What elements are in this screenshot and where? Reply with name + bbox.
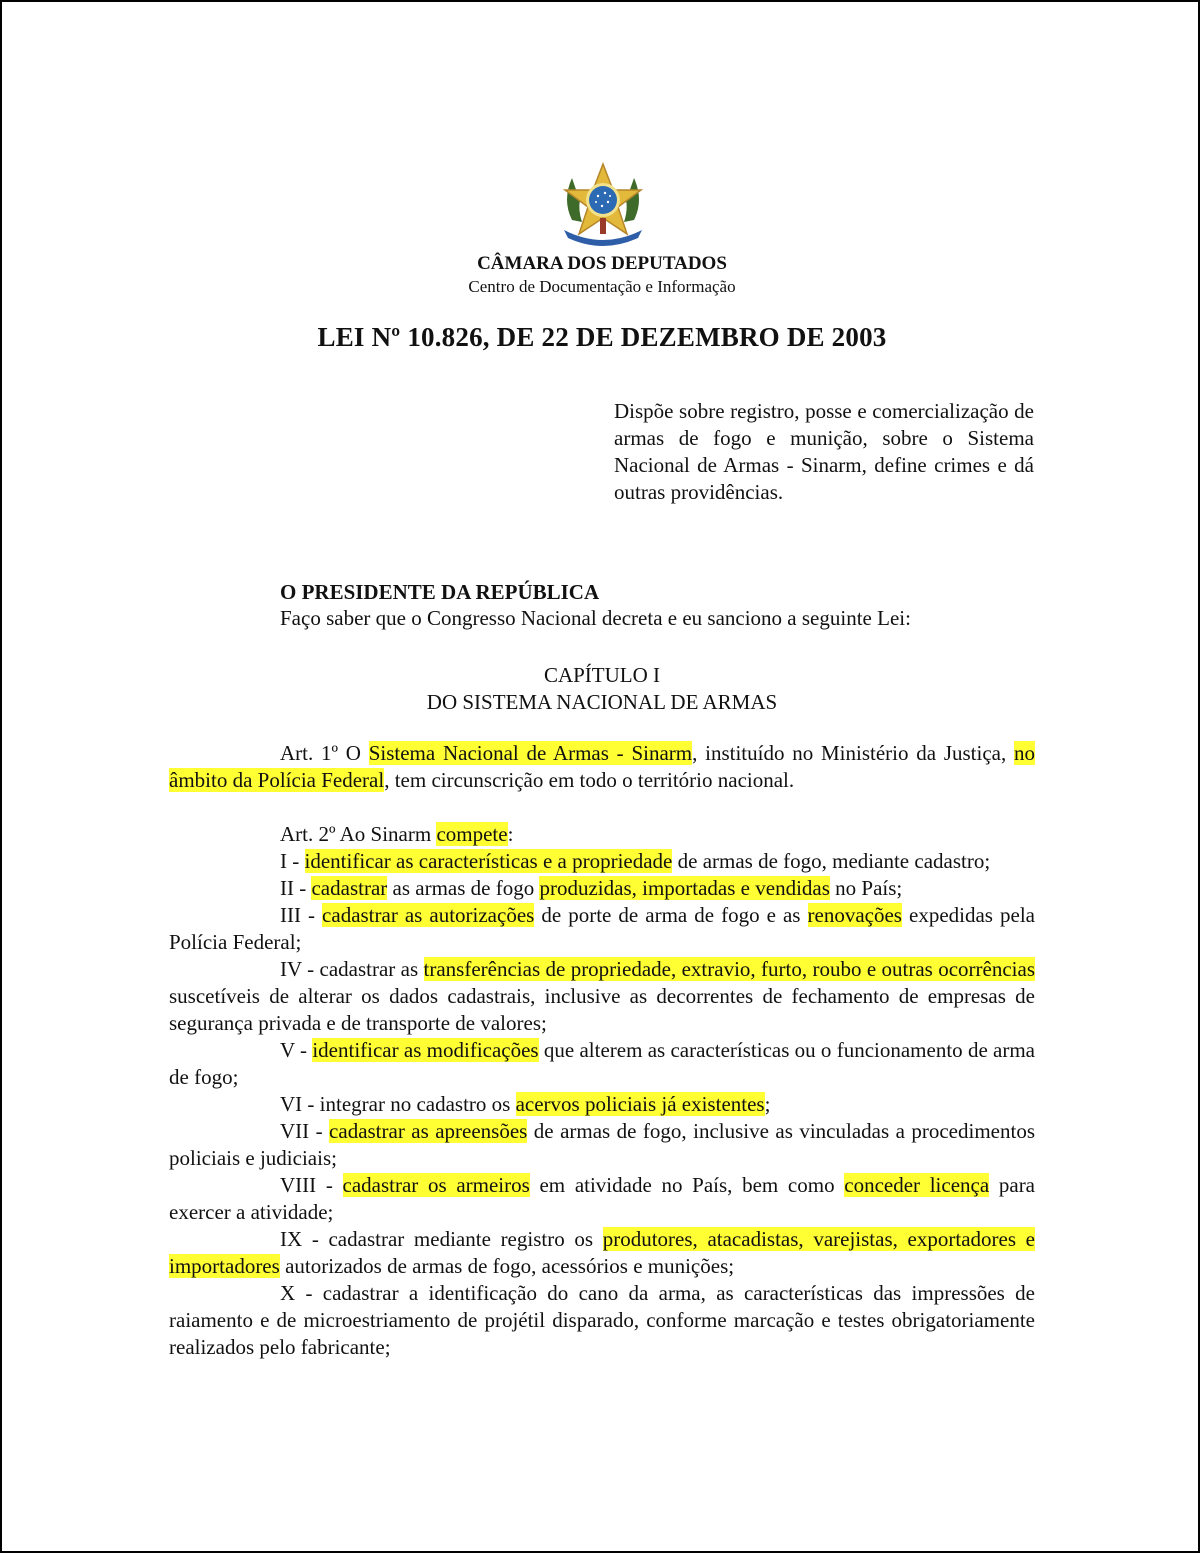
body-text: em atividade no País, bem como bbox=[529, 1173, 845, 1197]
brazil-coat-of-arms-icon bbox=[558, 160, 648, 246]
highlighted-text: compete bbox=[436, 822, 508, 846]
body-text: que alterem as características ou o funcionamento de arma de fogo; bbox=[169, 1038, 1036, 1089]
body-text: V - bbox=[280, 1038, 313, 1062]
body-text: IV - cadastrar as bbox=[280, 957, 424, 981]
signatory-heading: O PRESIDENTE DA REPÚBLICA bbox=[280, 580, 600, 604]
highlighted-text: Sistema Nacional de Armas - Sinarm bbox=[368, 741, 693, 765]
highlighted-text: conceder licença bbox=[844, 1173, 990, 1197]
body-text: de armas de fogo, mediante cadastro; bbox=[672, 849, 991, 873]
body-text: : bbox=[507, 822, 514, 846]
law-title: LEI Nº 10.826, DE 22 DE DEZEMBRO DE 2003 bbox=[317, 322, 887, 352]
highlighted-text: cadastrar as autorizações bbox=[322, 903, 535, 927]
article-2 bbox=[169, 821, 1035, 1361]
chapter-title: DO SISTEMA NACIONAL DE ARMAS bbox=[426, 690, 778, 714]
enactment-clause: Faço saber que o Congresso Nacional decreta e eu sanciono a seguinte Lei: bbox=[280, 606, 911, 630]
highlighted-text: cadastrar as apreensões bbox=[329, 1119, 528, 1143]
highlighted-text: cadastrar bbox=[311, 876, 388, 900]
body-text: no País; bbox=[829, 876, 903, 900]
body-text: , tem circunscrição em todo o território nacional. bbox=[384, 768, 795, 792]
body-text: Art. 2º Ao Sinarm bbox=[280, 822, 437, 846]
highlighted-text: produtores, atacadistas, varejistas, exportadores e importadores bbox=[169, 1227, 1035, 1278]
body-text: VII - bbox=[280, 1119, 330, 1143]
highlighted-text: renovações bbox=[807, 903, 902, 927]
list-item bbox=[169, 1172, 1035, 1226]
department-name: Centro de Documentação e Informação bbox=[468, 277, 736, 296]
list-item bbox=[169, 1037, 1035, 1091]
body-text: Art. 1º O bbox=[280, 741, 369, 765]
list-item bbox=[169, 1226, 1035, 1280]
body-text: VI - integrar no cadastro os bbox=[280, 1092, 516, 1116]
body-text: ; bbox=[764, 1092, 771, 1116]
chapter-heading bbox=[2, 662, 1200, 716]
body-text: II - bbox=[280, 876, 312, 900]
highlighted-text: produzidas, importadas e vendidas bbox=[539, 876, 830, 900]
highlighted-text: acervos policiais já existentes bbox=[515, 1092, 765, 1116]
list-item bbox=[169, 902, 1035, 956]
chapter-number: CAPÍTULO I bbox=[543, 663, 661, 687]
body-text: expedidas pela Polícia Federal; bbox=[169, 903, 1035, 954]
body-text: de armas de fogo, inclusive as vinculadas a procedimentos policiais e judiciais; bbox=[169, 1119, 1035, 1170]
body-text: VIII - bbox=[280, 1173, 343, 1197]
list-item bbox=[169, 1091, 1035, 1118]
institution-name: CÂMARA DOS DEPUTADOS bbox=[477, 253, 727, 274]
body-text: IX - cadastrar mediante registro os bbox=[280, 1227, 603, 1251]
list-item bbox=[169, 1118, 1035, 1172]
body-text: III - bbox=[280, 903, 323, 927]
highlighted-text: transferências de propriedade, extravio, furto, roubo e outras ocorrências bbox=[423, 957, 1035, 981]
highlighted-text: cadastrar os armeiros bbox=[342, 1173, 530, 1197]
body-text: as armas de fogo bbox=[387, 876, 540, 900]
highlighted-text: identificar as características e a propriedade bbox=[304, 849, 673, 873]
highlighted-text: identificar as modificações bbox=[312, 1038, 539, 1062]
highlighted-text: no âmbito da Polícia Federal bbox=[169, 741, 1035, 792]
body-text: autorizados de armas de fogo, acessórios e munições; bbox=[279, 1254, 735, 1278]
body-text: I - bbox=[280, 849, 305, 873]
body-text: suscetíveis de alterar os dados cadastrais, inclusive as decorrentes de fechamento de empresas de segurança privada e de transporte de valores; bbox=[169, 984, 1035, 1035]
list-item bbox=[169, 1280, 1035, 1361]
body-text: de porte de arma de fogo e as bbox=[534, 903, 808, 927]
body-text: para exercer a atividade; bbox=[169, 1173, 1036, 1224]
body-text: X - cadastrar a identificação do cano da arma, as características das impressões de raiamento e de microestriamento de projétil disparado, conforme marcação e testes obrigatoriamente realizados pelo fabricante; bbox=[169, 1281, 1035, 1359]
article-1 bbox=[169, 740, 1035, 794]
law-summary: Dispõe sobre registro, posse e comercialização de armas de fogo e munição, sobre o Sistema Nacional de Armas - Sinarm, define crimes e dá outras providências. bbox=[614, 399, 1034, 504]
list-item bbox=[169, 956, 1035, 1037]
list-item bbox=[169, 848, 1035, 875]
body-text: , instituído no Ministério da Justiça, bbox=[692, 741, 1014, 765]
list-item bbox=[169, 875, 1035, 902]
article-paragraph bbox=[169, 740, 1035, 794]
article-paragraph bbox=[169, 821, 1035, 848]
